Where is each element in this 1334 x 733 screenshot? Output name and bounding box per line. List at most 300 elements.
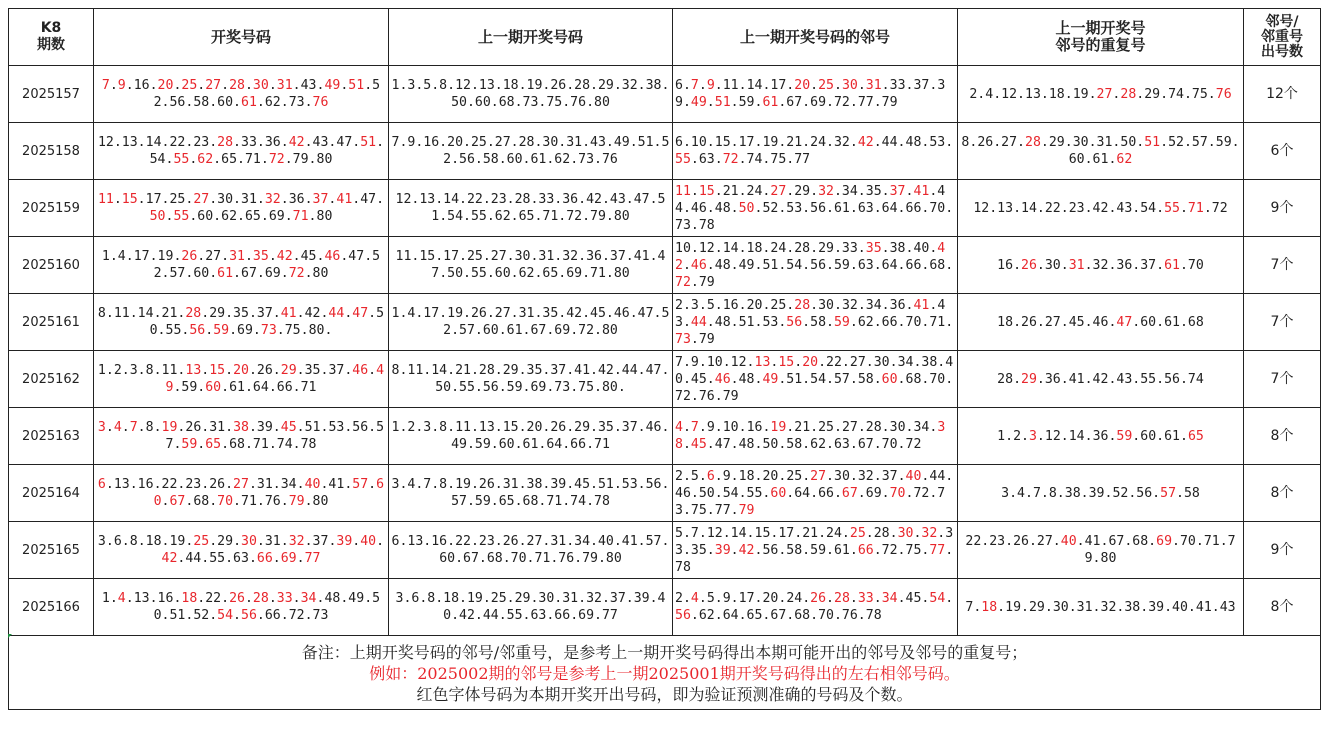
number: 21 xyxy=(794,420,811,435)
count-cell: 8个 xyxy=(1244,465,1321,522)
number: 11 xyxy=(113,306,130,321)
number: 61 xyxy=(217,266,234,281)
number: 15 xyxy=(754,525,771,541)
number: 36 xyxy=(264,135,281,150)
number: 75 xyxy=(690,502,707,518)
number: 3 xyxy=(129,363,138,378)
neighbors-cell: 2.3.5.16.20.25.28.30.32.34.36.41.43.44.48.51.53.56.58.59.62.66.70.71.73.79 xyxy=(673,294,958,351)
count-cell: 7个 xyxy=(1244,294,1321,351)
number: 28 xyxy=(834,591,850,606)
number: 25 xyxy=(181,78,198,93)
draw-cell: 1.2.3.8.11.13.15.20.26.29.35.37.46.49.59.60.61.64.66.71 xyxy=(94,351,389,408)
period-cell: 2025160 xyxy=(9,237,94,294)
lottery-sheet xyxy=(8,8,1321,710)
number: 12 xyxy=(1001,86,1018,102)
number: 79 xyxy=(738,502,755,518)
number: 59 xyxy=(833,314,850,330)
number: 31 xyxy=(1068,257,1085,273)
number: 26 xyxy=(1021,314,1037,330)
number: 60 xyxy=(193,266,210,281)
number: 75 xyxy=(284,323,301,338)
notes-cell xyxy=(9,636,1321,710)
number: 21 xyxy=(802,525,819,541)
number: 36 xyxy=(1044,371,1061,387)
number: 45 xyxy=(690,437,707,452)
number: 67 xyxy=(770,608,787,623)
number: 42 xyxy=(1092,200,1109,216)
number: 66 xyxy=(276,380,293,395)
number: 18 xyxy=(981,599,998,615)
period-cell: 2025162 xyxy=(9,351,94,408)
number: 33 xyxy=(889,78,906,93)
number: 51 xyxy=(762,257,779,273)
number: 53 xyxy=(328,420,345,435)
neighbors-cell: 5.7.12.14.15.17.21.24.25.28.30.32.33.35.39.42.56.58.59.61.66.72.75.77.78 xyxy=(673,522,958,579)
number: 56 xyxy=(810,257,827,273)
number: 8 xyxy=(1048,485,1057,501)
number: 26 xyxy=(977,135,994,150)
number: 41 xyxy=(1084,534,1101,549)
number: 16 xyxy=(157,591,174,606)
cell-marker xyxy=(8,634,12,638)
number: 24 xyxy=(746,183,763,199)
number: 29 xyxy=(1144,86,1161,102)
number: 17 xyxy=(770,78,787,93)
number: 70 xyxy=(929,200,946,216)
number: 54 xyxy=(1140,200,1157,216)
note-line-1: 备注：上期开奖号码的邻号/邻重号，是参考上一期开奖号码得出本期可能开出的邻号及邻号的重复号； xyxy=(301,643,1028,662)
number: 41 xyxy=(280,306,297,321)
number: 55 xyxy=(173,209,190,224)
number: 46 xyxy=(1092,314,1109,330)
number: 35 xyxy=(252,249,269,264)
number: 19 xyxy=(1072,86,1089,102)
number: 71 xyxy=(1203,534,1220,549)
number: 25 xyxy=(169,192,186,207)
number: 36 xyxy=(1116,257,1133,273)
number: 68 xyxy=(193,494,210,509)
number: 30 xyxy=(841,78,858,93)
number: 70 xyxy=(1187,257,1204,273)
number: 57 xyxy=(833,371,850,387)
neighbors-cell: 2.5.6.9.18.20.25.27.30.32.37.40.44.46.50.54.55.60.64.66.67.69.70.72.73.75.77.79 xyxy=(673,465,958,522)
number: 44 xyxy=(328,306,345,321)
number: 2 xyxy=(675,591,683,606)
number: 14 xyxy=(730,525,747,541)
number: 57 xyxy=(1191,135,1208,150)
number: 79 xyxy=(698,331,715,347)
number: 72 xyxy=(675,388,691,404)
number: 28 xyxy=(865,420,882,435)
number: 29 xyxy=(217,534,234,549)
number: 72 xyxy=(675,274,691,290)
number: 25 xyxy=(193,534,210,549)
number: 12 xyxy=(698,240,715,256)
number: 72 xyxy=(913,485,930,501)
number: 8 xyxy=(129,534,138,549)
number: 13 xyxy=(121,135,138,150)
number: 22 xyxy=(1044,200,1061,216)
number: 78 xyxy=(865,608,882,623)
number: 43 xyxy=(312,135,329,150)
neighbor-repeat-cell: 2.4.12.13.18.19.27.28.29.74.75.76 xyxy=(958,66,1244,123)
number: 15 xyxy=(698,183,715,199)
number: 29 xyxy=(1028,599,1045,615)
number: 30 xyxy=(834,468,850,484)
number: 70 xyxy=(889,485,906,501)
neighbors-cell: 7.9.10.12.13.15.20.22.27.30.34.38.40.45.46.48.49.51.54.57.58.60.68.70.72.76.79 xyxy=(673,351,958,408)
number: 50 xyxy=(698,485,715,501)
number: 2 xyxy=(969,86,978,102)
number: 69 xyxy=(1156,534,1173,549)
number: 72 xyxy=(881,542,898,558)
number: 27 xyxy=(193,192,210,207)
number: 46 xyxy=(324,249,341,264)
number: 21 xyxy=(722,183,739,199)
number: 45 xyxy=(690,371,707,387)
number: 27 xyxy=(1096,86,1113,102)
neighbors-cell: 2.4.5.9.17.20.24.26.28.33.34.45.54.56.62.64.65.67.68.70.76.78 xyxy=(673,579,958,636)
number: 51 xyxy=(304,420,321,435)
number: 37 xyxy=(881,468,898,484)
number: 39 xyxy=(1148,599,1165,615)
number: 40 xyxy=(1172,599,1188,615)
number: 28 xyxy=(794,297,811,313)
number: 32 xyxy=(1092,257,1109,273)
number: 66 xyxy=(881,314,898,330)
number: 6 xyxy=(97,477,106,492)
number: 29 xyxy=(794,183,811,199)
number: 39 xyxy=(336,534,353,549)
number: 79 xyxy=(722,388,739,404)
number: 21 xyxy=(786,135,803,150)
number: 16 xyxy=(133,78,150,93)
number: 52 xyxy=(153,78,381,110)
number: 4 xyxy=(117,591,126,606)
number: 8 xyxy=(145,420,154,435)
number: 77 xyxy=(794,152,811,167)
number: 22 xyxy=(826,354,842,370)
header-period: K8 期数 xyxy=(9,9,94,66)
number: 12 xyxy=(706,525,723,541)
prev-draw-cell: 3.4.7.8.19.26.31.38.39.45.51.53.56.57.59.65.68.71.74.78 xyxy=(389,465,673,522)
number: 58 xyxy=(1183,485,1200,501)
number: 50 xyxy=(762,437,779,452)
number: 43 xyxy=(1116,371,1133,387)
number: 26 xyxy=(1013,534,1029,549)
number: 16 xyxy=(746,420,763,435)
number: 46 xyxy=(675,485,691,501)
number: 49 xyxy=(762,371,779,387)
number: 16 xyxy=(722,297,739,313)
number: 30 xyxy=(897,525,914,541)
number: 76 xyxy=(698,388,715,404)
number: 63 xyxy=(233,551,249,566)
number: 28 xyxy=(997,371,1014,387)
number: 71 xyxy=(300,380,317,395)
number: 28 xyxy=(1120,86,1137,102)
number: 66 xyxy=(905,257,922,273)
number: 77 xyxy=(714,502,731,518)
number: 10 xyxy=(706,354,723,370)
number: 51 xyxy=(714,95,731,110)
number: 51 xyxy=(360,135,377,150)
number: 59 xyxy=(810,542,827,558)
number: 29 xyxy=(1048,135,1065,150)
number: 4 xyxy=(1017,485,1025,501)
number: 3 xyxy=(97,534,106,549)
number: 43 xyxy=(1116,200,1133,216)
number: 42 xyxy=(288,135,305,150)
number: 45 xyxy=(300,249,317,264)
neighbor-repeat-cell: 3.4.7.8.38.39.52.56.57.58 xyxy=(958,465,1244,522)
number: 3 xyxy=(690,297,699,313)
number: 60 xyxy=(197,209,214,224)
number: 38 xyxy=(921,354,938,370)
number: 27 xyxy=(1036,534,1053,549)
number: 56 xyxy=(675,608,691,623)
number: 69 xyxy=(264,266,281,281)
count-cell: 6个 xyxy=(1244,123,1321,180)
draw-cell: 1.4.17.19.26.27.31.35.42.45.46.47.52.57.60.61.67.69.72.80 xyxy=(94,237,389,294)
number: 71 xyxy=(1187,200,1204,216)
number: 26 xyxy=(229,591,245,606)
number: 31 xyxy=(241,192,257,207)
number: 18 xyxy=(746,240,763,256)
number: 75 xyxy=(770,152,787,167)
number: 8 xyxy=(961,135,970,150)
number: 44 xyxy=(881,135,898,150)
number: 20 xyxy=(762,468,779,484)
number: 18 xyxy=(997,314,1014,330)
number: 42 xyxy=(304,306,321,321)
number: 31 xyxy=(1096,135,1113,150)
number: 70 xyxy=(929,371,946,387)
number: 10 xyxy=(722,420,739,435)
number: 61 xyxy=(1164,428,1180,444)
number: 41 xyxy=(336,192,353,207)
number: 36 xyxy=(889,297,906,313)
period-cell: 2025164 xyxy=(9,465,94,522)
number: 6 xyxy=(675,135,683,150)
number: 46 xyxy=(352,363,369,378)
number: 4 xyxy=(985,86,994,102)
number: 47 xyxy=(714,437,731,452)
number: 74 xyxy=(1168,86,1184,102)
number: 29 xyxy=(280,363,297,378)
number: 7 xyxy=(690,525,699,541)
period-cell: 2025161 xyxy=(9,294,94,351)
number: 49 xyxy=(324,78,341,93)
draw-cell: 8.11.14.21.28.29.35.37.41.42.44.47.50.55.56.59.69.73.75.80. xyxy=(94,294,389,351)
number: 70 xyxy=(818,608,834,623)
number: 37 xyxy=(889,183,906,199)
number: 67 xyxy=(1108,534,1125,549)
number: 4 xyxy=(675,420,683,435)
number: 62 xyxy=(698,608,715,623)
table-row xyxy=(9,66,1321,123)
table-row xyxy=(9,180,1321,237)
number: 59 xyxy=(181,437,198,452)
number: 11 xyxy=(161,363,178,378)
number: 5 xyxy=(675,525,683,541)
number: 28 xyxy=(217,135,234,150)
number: 35 xyxy=(690,542,707,558)
count-cell: 7个 xyxy=(1244,351,1321,408)
number: 40 xyxy=(1060,534,1077,549)
prev-draw-cell: 8.11.14.21.28.29.35.37.41.42.44.47.50.55.56.59.69.73.75.80. xyxy=(389,351,673,408)
number: 31 xyxy=(865,78,882,93)
number: 62 xyxy=(1116,152,1133,167)
number: 37 xyxy=(913,78,930,93)
number: 31 xyxy=(264,534,281,549)
number: 27 xyxy=(810,468,827,484)
number: 64 xyxy=(881,200,898,216)
number: 72 xyxy=(268,152,285,167)
number: 72 xyxy=(288,266,305,281)
number: 50 xyxy=(153,591,381,623)
number: 56 xyxy=(762,542,779,558)
table-row xyxy=(9,465,1321,522)
number: 34 xyxy=(841,183,858,199)
number: 55 xyxy=(165,323,182,338)
number: 52 xyxy=(193,608,210,623)
number: 68 xyxy=(905,371,922,387)
number: 8 xyxy=(97,306,106,321)
table-row xyxy=(9,237,1321,294)
number: 64 xyxy=(722,608,739,623)
number: 3 xyxy=(1001,485,1010,501)
number: 27 xyxy=(841,420,858,435)
draw-cell: 12.13.14.22.23.28.33.36.42.43.47.51.54.55.62.65.71.72.79.80 xyxy=(94,123,389,180)
number: 28 xyxy=(229,78,245,93)
number: 49 xyxy=(690,95,707,110)
period-cell: 2025166 xyxy=(9,579,94,636)
number: 30 xyxy=(873,354,890,370)
number: 73 xyxy=(675,217,691,233)
number: 58 xyxy=(857,371,874,387)
number: 61 xyxy=(762,95,779,110)
number: 73 xyxy=(260,323,277,338)
neighbor-repeat-cell: 7.18.19.29.30.31.32.38.39.40.41.43 xyxy=(958,579,1244,636)
number: 27 xyxy=(233,477,249,492)
number: 62 xyxy=(197,152,214,167)
number: 39 xyxy=(714,542,731,558)
number: 54 xyxy=(722,485,739,501)
number: 13 xyxy=(997,200,1014,216)
number: 67 xyxy=(786,95,803,110)
number: 71 xyxy=(929,314,946,330)
number: 48 xyxy=(738,437,755,452)
number: 24 xyxy=(786,591,803,606)
number: 42 xyxy=(857,135,874,150)
number: 71 xyxy=(292,209,309,224)
number: 32 xyxy=(841,297,858,313)
number: 31 xyxy=(276,78,293,93)
number: 7 xyxy=(690,78,699,93)
neighbor-repeat-cell: 12.13.14.22.23.42.43.54.55.71.72 xyxy=(958,180,1244,237)
number: 19 xyxy=(762,135,779,150)
number: 68 xyxy=(1187,314,1204,330)
number: 50 xyxy=(1120,135,1137,150)
header-prev-draw: 上一期开奖号码 xyxy=(389,9,673,66)
number: 79 xyxy=(292,152,309,167)
number: 37 xyxy=(312,534,329,549)
notes-row xyxy=(9,636,1321,710)
prev-draw-cell: 1.3.5.8.12.13.18.19.26.28.29.32.38.50.60.68.73.75.76.80 xyxy=(389,66,673,123)
table-row xyxy=(9,123,1321,180)
number: 9 xyxy=(117,78,126,93)
number: 14 xyxy=(746,78,763,93)
draw-cell: 11.15.17.25.27.30.31.32.36.37.41.47.50.55.60.62.65.69.71.80 xyxy=(94,180,389,237)
number: 70 xyxy=(1179,534,1196,549)
number: 32 xyxy=(833,135,850,150)
header-neighbors: 上一期开奖号码的邻号 xyxy=(673,9,958,66)
neighbors-cell: 4.7.9.10.16.19.21.25.27.28.30.34.38.45.47.48.50.58.62.63.67.70.72 xyxy=(673,408,958,465)
number: 14 xyxy=(145,135,162,150)
number: 55 xyxy=(209,551,226,566)
number: 31 xyxy=(1076,599,1093,615)
number: 31 xyxy=(229,249,245,264)
number: 77 xyxy=(304,551,321,566)
number: 55 xyxy=(746,485,763,501)
number: 53 xyxy=(929,135,946,150)
neighbors-cell: 11.15.21.24.27.29.32.34.35.37.41.44.46.48.50.52.53.56.61.63.64.66.70.73.78 xyxy=(673,180,958,237)
number: 22 xyxy=(169,135,186,150)
number: 45 xyxy=(1068,314,1085,330)
number: 9 xyxy=(722,591,731,606)
number: 57 xyxy=(352,477,369,492)
number: 56 xyxy=(352,420,369,435)
header-neighbor-repeat: 上一期开奖号 邻号的重复号 xyxy=(958,9,1244,66)
number: 73 xyxy=(675,485,946,518)
number: 42 xyxy=(276,249,293,264)
number: 59 xyxy=(1215,135,1232,150)
number: 41 xyxy=(913,183,930,199)
number: 56 xyxy=(786,314,803,330)
number: 74 xyxy=(276,437,293,452)
number: 56 xyxy=(1136,485,1153,501)
number: 22 xyxy=(965,534,982,549)
number: 4 xyxy=(113,420,122,435)
number: 26 xyxy=(810,591,827,606)
number: 68 xyxy=(794,608,811,623)
number: 71 xyxy=(241,494,257,509)
number: 61 xyxy=(1164,257,1180,273)
number: 18 xyxy=(181,591,198,606)
number: 52 xyxy=(1112,485,1129,501)
number: 34 xyxy=(280,477,297,492)
number: 65 xyxy=(746,608,763,623)
number: 34 xyxy=(881,591,898,606)
number: 73 xyxy=(288,95,305,110)
number: 51 xyxy=(786,371,803,387)
draw-cell: 1.4.13.16.18.22.26.28.33.34.48.49.50.51.52.54.56.66.72.73 xyxy=(94,579,389,636)
number: 35 xyxy=(865,183,882,199)
number: 30 xyxy=(818,297,834,313)
number: 74 xyxy=(746,152,763,167)
number: 14 xyxy=(1068,428,1085,444)
number: 24 xyxy=(810,135,827,150)
number: 27 xyxy=(849,354,866,370)
number: 1 xyxy=(97,363,106,378)
number: 16 xyxy=(997,257,1014,273)
number: 64 xyxy=(794,485,811,501)
number: 63 xyxy=(857,200,874,216)
number: 5 xyxy=(706,591,715,606)
number: 79 xyxy=(1084,534,1236,566)
number: 12 xyxy=(730,354,747,370)
